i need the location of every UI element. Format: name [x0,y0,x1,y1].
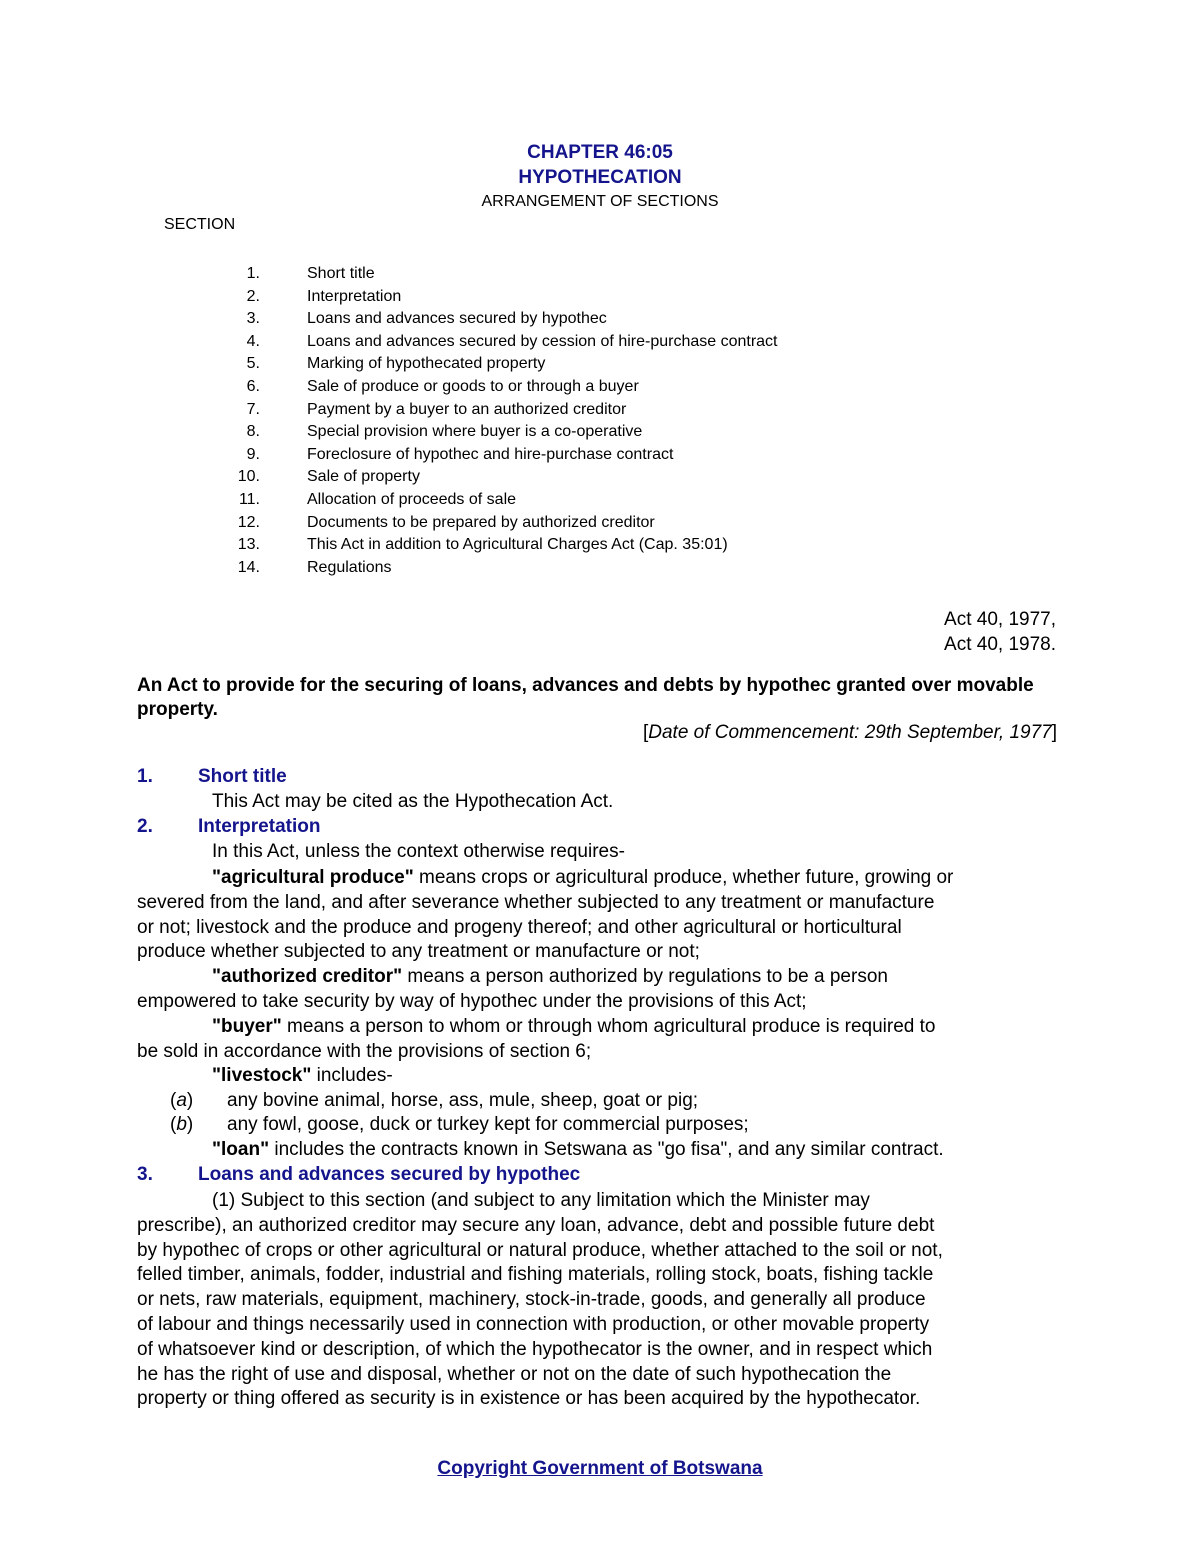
definition-text: includes the contracts known in Setswana as "go fisa", and any similar contract. [269,1139,944,1160]
toc-title: Sale of produce or goods to or through a buyer [307,377,639,395]
definition-text: means crops or agricultural produce, whether future, growing or [413,867,954,888]
chapter-number: CHAPTER 46:05 [527,142,673,163]
toc-title: Interpretation [307,287,402,305]
text-line: be sold in accordance with the provisions of section 6; [137,1040,592,1062]
item-text: any bovine animal, horse, ass, mule, sheep, goat or pig; [227,1090,699,1111]
defined-term: "agricultural produce" [212,867,414,888]
toc-number: 14. [237,558,260,576]
section-3-heading[interactable] [137,1164,580,1186]
toc-number: 2. [246,287,260,305]
toc-title: This Act in addition to Agricultural Charges Act (Cap. 35:01) [307,536,728,554]
definition-text: means a person to whom or through whom agricultural produce is required to [281,1016,936,1037]
text-line [137,965,1059,990]
interpretation-intro: In this Act, unless the context otherwise requires- [212,841,625,862]
item-text: any fowl, goose, duck or turkey kept for commercial purposes; [227,1114,749,1135]
long-title: An Act to provide for the securing of loans, advances and debts by hypothec granted over movable property. [137,675,1034,720]
definition-livestock [212,1065,393,1087]
item-letter: b [176,1114,187,1135]
definition-text: includes- [311,1065,393,1086]
section-number: 3. [137,1164,153,1185]
act-reference: Act 40, 1978. [944,634,1056,655]
toc-title: Special provision where buyer is a co-operative [307,423,643,441]
toc-number: 7. [246,400,260,418]
section-title: Short title [198,766,287,787]
copyright-link[interactable]: Copyright Government of Botswana [437,1458,763,1479]
commencement-text: Date of Commencement: 29th September, 1977 [648,722,1052,743]
toc-title: Loans and advances secured by hypothec [307,310,607,328]
text-line: (1) Subject to this section (and subject to any limitation which the Minister may [212,1190,870,1211]
toc-number: 8. [246,423,260,441]
paren: ( [170,1114,177,1135]
text-line: severed from the land, and after severance whether subjected to any treatment or manufacture [137,891,935,913]
toc-number: 13. [237,536,260,554]
footer [0,1458,1200,1480]
definition-buyer [137,1015,1059,1065]
text-line: produce whether subjected to any treatment or manufacture or not; [137,941,700,963]
toc-title: Short title [307,265,375,282]
act-reference: Act 40, 1977, [944,609,1056,630]
text-line: felled timber, animals, fodder, industrial and fishing materials, rolling stock, boats, fishing tackle [137,1264,934,1286]
list-item [170,1090,698,1112]
toc-number: 4. [246,332,260,350]
section-title: Interpretation [198,816,321,837]
definition-authorized-creditor [137,965,1059,1015]
defined-term: "loan" [212,1139,270,1160]
definition-agricultural-produce [137,866,1059,965]
toc-title: Loans and advances secured by cession of hire-purchase contract [307,332,778,350]
definition-loan [212,1139,944,1161]
text-line: property or thing offered as security is in existence or has been acquired by the hypothecator. [137,1388,921,1410]
definition-text: means a person authorized by regulations to be a person [402,966,888,987]
text-line: of whatsoever kind or description, of which the hypothecator is the owner, and in respect which [137,1338,933,1360]
section-3-paragraph [137,1189,1059,1412]
section-column-label: SECTION [164,216,236,233]
act-title: HYPOTHECATION [518,167,682,188]
text-line: he has the right of use and disposal, whether or not on the date of such hypothecation the [137,1363,892,1385]
section-number: 1. [137,766,153,787]
section-2-heading[interactable] [137,816,320,838]
toc-title: Allocation of proceeds of sale [307,490,517,508]
toc-title: Foreclosure of hypothec and hire-purchase contract [307,445,674,463]
defined-term: "authorized creditor" [212,966,403,987]
defined-term: "livestock" [212,1065,312,1086]
toc-number: 5. [246,355,260,373]
bracket-close: ] [1051,722,1057,743]
toc-title: Marking of hypothecated property [307,355,546,373]
toc-title: Payment by a buyer to an authorized creditor [307,400,627,418]
toc-number: 3. [246,310,260,328]
text-line [137,866,1059,891]
text-line: or nets, raw materials, equipment, machinery, stock-in-trade, goods, and generally all produce [137,1289,926,1311]
toc-title: Regulations [307,558,392,576]
defined-term: "buyer" [212,1016,282,1037]
text-line [137,1015,1059,1040]
text-line: prescribe), an authorized creditor may secure any loan, advance, debt and possible future debt [137,1214,935,1236]
commencement-date [643,722,1057,744]
item-letter: a [176,1090,187,1111]
section-1-heading[interactable] [137,766,287,788]
toc-number: 11. [238,490,260,508]
toc-number: 9. [246,445,260,463]
section-number: 2. [137,816,153,837]
section-1-text: This Act may be cited as the Hypothecation Act. [212,791,614,812]
toc-number: 12. [237,513,260,531]
paren: ( [170,1090,177,1111]
bracket-open: [ [642,722,649,743]
list-item [170,1114,749,1136]
toc-number: 1. [246,265,260,282]
text-line: by hypothec of crops or other agricultural or natural produce, whether attached to the soil or not, [137,1239,943,1261]
arrangement-title: ARRANGEMENT OF SECTIONS [481,193,719,210]
toc-number: 6. [246,377,260,395]
text-line: of labour and things necessarily used in connection with production, or other movable property [137,1313,930,1335]
toc-title: Sale of property [307,468,420,486]
item-label [170,1114,227,1136]
item-label [170,1090,227,1112]
paren: ) [186,1090,194,1111]
toc-title: Documents to be prepared by authorized creditor [307,513,655,531]
section-title: Loans and advances secured by hypothec [198,1164,581,1185]
text-line: or not; livestock and the produce and progeny thereof; and other agricultural or horticultural [137,916,902,938]
toc-number: 10. [237,468,260,486]
text-line: empowered to take security by way of hypothec under the provisions of this Act; [137,990,807,1012]
paren: ) [186,1114,194,1135]
